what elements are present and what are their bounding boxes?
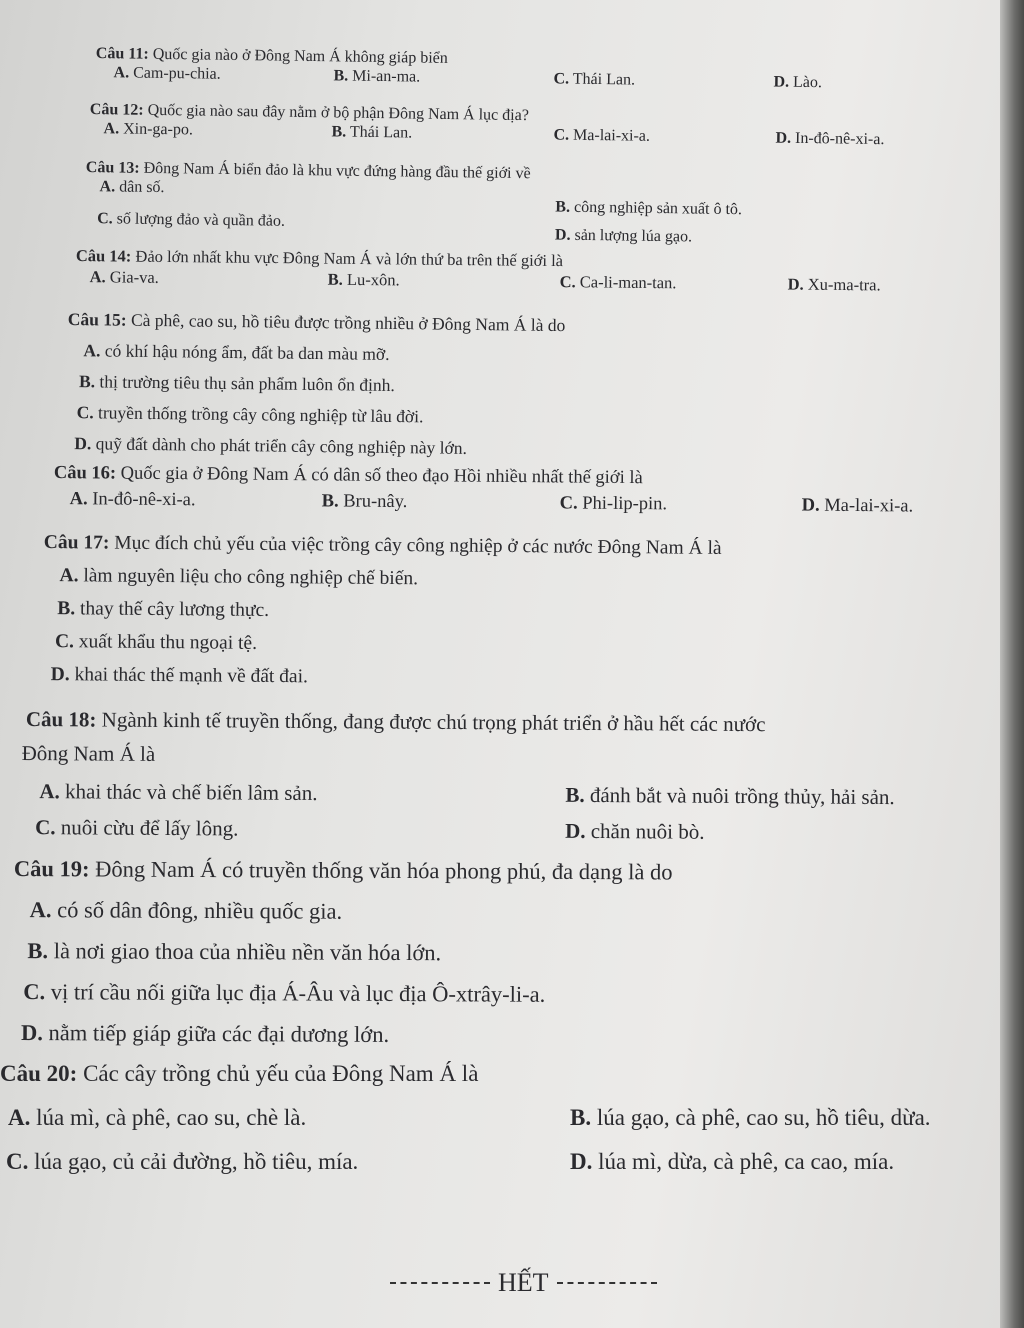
option-d: D. sản lượng lúa gạo. <box>554 226 693 246</box>
option-c: C. Ca-li-man-tan. <box>559 271 677 292</box>
option-d: D. nằm tiếp giáp giữa các đại dương lớn. <box>20 1020 390 1047</box>
question-text: Đông Nam Á có truyền thống văn hóa phong phú, đa dạng là do <box>95 856 673 885</box>
option-d: D. In-đô-nê-xi-a. <box>775 129 885 149</box>
option-a: A. có khí hậu nóng ẩm, đất ba dan màu mỡ. <box>83 340 390 364</box>
option-b: B. thị trường tiêu thụ sản phẩm luôn ổn định. <box>78 371 395 395</box>
question-number: Câu 14: <box>75 246 132 266</box>
option-b: B. đánh bắt và nuôi trồng thủy, hải sản. <box>565 782 895 810</box>
option-a: A. In-đô-nê-xi-a. <box>69 489 196 511</box>
dashed-rule-right <box>557 1282 657 1284</box>
option-a: A. làm nguyên liệu cho công nghiệp chế biến. <box>59 565 419 590</box>
option-a: A. Xin-ga-po. <box>103 120 194 139</box>
question-11 <box>95 44 823 92</box>
question-number: Câu 13: <box>85 158 140 177</box>
option-c: C. vị trí cầu nối giữa lục địa Á-Âu và lục địa Ô-xtrây-li-a. <box>23 979 546 1007</box>
option-c: C. Thái Lan. <box>553 70 636 89</box>
option-b: B. thay thế cây lương thực. <box>57 598 270 621</box>
option-a: A. có số dân đông, nhiều quốc gia. <box>29 897 343 924</box>
question-number: Câu 17: <box>43 531 110 554</box>
question-text: Quốc gia nào ở Đông Nam Á không giáp biển <box>152 45 448 67</box>
question-19 <box>13 848 673 1056</box>
question-number: Câu 18: <box>25 706 97 732</box>
option-a: A. dân số. <box>99 178 165 197</box>
option-d: D. Ma-lai-xi-a. <box>801 495 914 517</box>
question-15 <box>66 304 565 465</box>
question-text: Ngành kinh tế truyền thống, đang được chú trọng phát triển ở hầu hết các nước <box>101 707 766 737</box>
question-12 <box>89 100 885 149</box>
option-b: B. là nơi giao thoa của nhiều nền văn hóa lớn. <box>27 938 442 966</box>
option-b: B. Mi-an-ma. <box>333 67 421 86</box>
question-text: Cà phê, cao su, hồ tiêu được trồng nhiều ở Đông Nam Á là do <box>130 309 566 336</box>
option-c: C. Phi-lip-pin. <box>559 493 668 515</box>
option-d: D. Lào. <box>773 73 823 92</box>
option-c: C. số lượng đảo và quần đảo. <box>97 210 286 230</box>
question-text: Các cây trồng chủ yếu của Đông Nam Á là <box>83 1061 479 1086</box>
option-d: D. chăn nuôi bò. <box>565 818 705 844</box>
end-label: HẾT <box>498 1268 549 1297</box>
option-d: D. Xu-ma-tra. <box>787 274 881 295</box>
question-text: Đông Nam Á biển đảo là khu vực đứng hàng đầu thế giới về <box>143 159 531 183</box>
end-marker <box>390 1268 657 1298</box>
option-b: B. Lu-xôn. <box>327 269 400 290</box>
option-d: D. lúa mì, dừa, cà phê, ca cao, mía. <box>570 1149 895 1174</box>
option-c: C. truyền thống trồng cây công nghiệp từ lâu đời. <box>76 402 424 427</box>
option-d: D. khai thác thế mạnh về đất đai. <box>50 664 309 688</box>
question-number: Câu 11: <box>95 44 149 63</box>
question-text: Quốc gia nào sau đây nằm ở bộ phận Đông Nam Á lục địa? <box>147 101 529 125</box>
question-number: Câu 20: <box>0 1061 78 1086</box>
option-a: A. khai thác và chế biến lâm sản. <box>39 779 318 806</box>
question-text: Mục đích chủ yếu của việc trồng cây công nghiệp ở các nước Đông Nam Á là <box>114 532 722 559</box>
option-b: B. công nghiệp sản xuất ô tô. <box>555 198 743 219</box>
question-13 <box>85 158 743 246</box>
background-edge <box>1000 0 1024 1328</box>
question-number: Câu 12: <box>89 100 144 119</box>
question-16 <box>53 462 914 520</box>
question-14 <box>75 246 881 295</box>
option-c: C. nuôi cừu để lấy lông. <box>35 815 239 841</box>
question-number: Câu 16: <box>53 462 117 484</box>
option-c: C. lúa gạo, củ cải đường, hồ tiêu, mía. <box>6 1149 359 1174</box>
question-18 <box>21 702 895 847</box>
option-d: D. quỹ đất dành cho phát triển cây công nghiệp này lớn. <box>74 433 468 458</box>
option-b: B. lúa gạo, cà phê, cao su, hồ tiêu, dừa. <box>570 1105 931 1130</box>
question-number: Câu 15: <box>67 308 127 330</box>
option-b: B. Bru-nây. <box>321 491 408 513</box>
question-20 <box>0 1052 931 1188</box>
option-c: C. Ma-lai-xi-a. <box>553 126 651 145</box>
dashed-rule-left <box>390 1282 490 1284</box>
option-b: B. Thái Lan. <box>331 123 413 142</box>
question-17 <box>43 526 722 697</box>
option-a: A. Cam-pu-chia. <box>113 64 221 83</box>
question-text-cont: Đông Nam Á là <box>21 740 156 766</box>
question-text: Đảo lớn nhất khu vực Đông Nam Á và lớn thứ ba trên thế giới là <box>135 246 564 271</box>
option-a: A. Gia-va. <box>89 266 159 287</box>
question-number: Câu 19: <box>13 855 90 882</box>
option-a: A. lúa mì, cà phê, cao su, chè là. <box>8 1105 307 1130</box>
question-text: Quốc gia ở Đông Nam Á có dân số theo đạo Hồi nhiều nhất thế giới là <box>120 463 643 489</box>
option-c: C. xuất khẩu thu ngoại tệ. <box>54 631 258 654</box>
